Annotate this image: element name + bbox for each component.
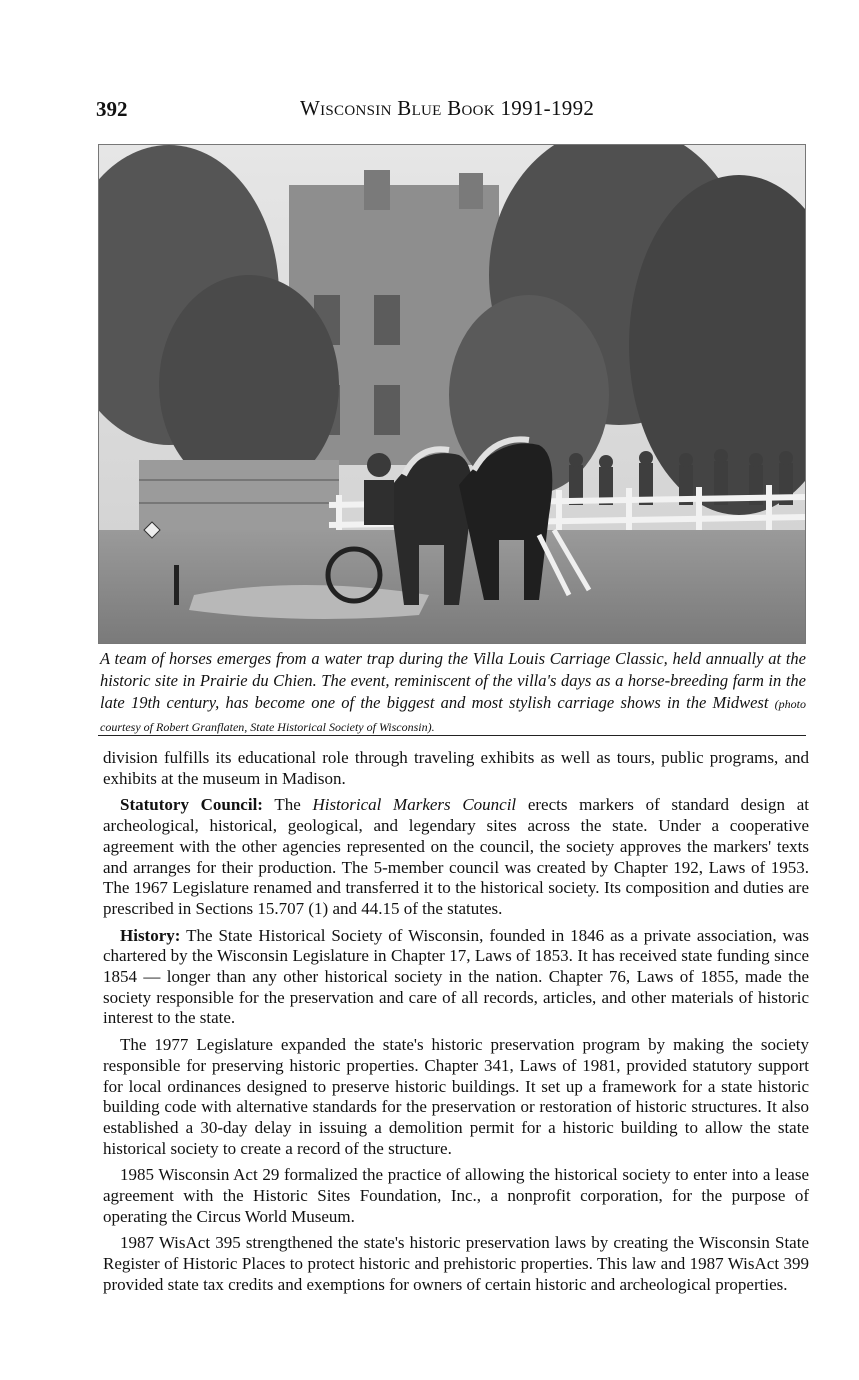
caption-credit: (photo courtesy of Robert Granflaten, State Historical Society of Wisconsin).	[100, 697, 807, 734]
photo-caption	[100, 648, 806, 738]
history-heading: History:	[120, 925, 181, 945]
caption-text: A team of horses emerges from a water trap during the Villa Louis Carriage Classic, held annually at the historic site in Prairie du Chien. The event, reminiscent of the villa's days as a horse-breeding farm in the late 19th century, has become one of the biggest and most stylish carriage shows in the Midwest	[100, 649, 806, 712]
statutory-council-the: The	[274, 795, 301, 815]
running-title	[300, 96, 594, 121]
photo-horse-carriage-icon	[99, 145, 805, 643]
caption-divider	[98, 735, 806, 736]
running-title-word-1: Wisconsin	[300, 96, 392, 120]
running-title-years: 1991-1992	[500, 96, 595, 120]
page-number: 392	[96, 97, 128, 121]
body-text	[103, 748, 809, 1302]
paragraph-statutory-council	[103, 795, 809, 919]
paragraph-1977-legislature: The 1977 Legislature expanded the state's historic preservation program by making the society responsible for preserving historic properties. Chapter 341, Laws of 1981, provided statutory support for local ordinances designed to preserve historic buildings. It set up a framework for a state historic building code with alternative standards for the preservation or restoration of historic structures. It also established a 30-day delay in issuing a demolition permit for a historic building to allow the state historical society to create a record of the structure.	[103, 1035, 809, 1158]
history-text: The State Historical Society of Wisconsin, founded in 1846 as a private association, was chartered by the Wisconsin Legislature in Chapter 17, Laws of 1853. It has received state funding since 1854 — longer than any other historical society in the nation. Chapter 76, Laws of 1855, made the society responsible for the preservation and care of all records, articles, and other materials of historic interest to the state.	[103, 925, 809, 1028]
paragraph-1985-act-29: 1985 Wisconsin Act 29 formalized the practice of allowing the historical society to enter into a lease agreement with the Historic Sites Foundation, Inc., a nonprofit corporation, for the purpose of operating the Circus World Museum.	[103, 1165, 809, 1226]
paragraph-continuation: division fulfills its educational role through traveling exhibits as well as tours, public programs, and exhibits at the museum in Madison.	[103, 748, 809, 788]
running-title-word-2: Blue	[397, 96, 442, 120]
statutory-council-text: erects markers of standard design at archeological, historical, geological, and legendary sites across the state. Under a cooperative agreement with the other agencies represented on the council, the society approves the markers' texts and arranges for their production. The 5-member council was created by Chapter 192, Laws of 1953. The 1967 Legislature renamed and transferred it to the historical society. Its composition and duties are prescribed in Sections 15.707 (1) and 44.15 of the statutes.	[103, 795, 809, 918]
paragraph-1987-act-395: 1987 WisAct 395 strengthened the state's historic preservation laws by creating the Wisconsin State Register of Historic Places to protect historic and prehistoric properties. This law and 1987 WisAct 399 provided state tax credits and exemptions for owners of certain historic and archeological properties.	[103, 1233, 809, 1294]
horse-carriage-photo	[98, 144, 806, 644]
historical-markers-council-name: Historical Markers Council	[312, 795, 517, 815]
paragraph-history	[103, 926, 809, 1030]
running-title-word-3: Book	[447, 96, 495, 120]
statutory-council-heading: Statutory Council:	[120, 795, 263, 815]
